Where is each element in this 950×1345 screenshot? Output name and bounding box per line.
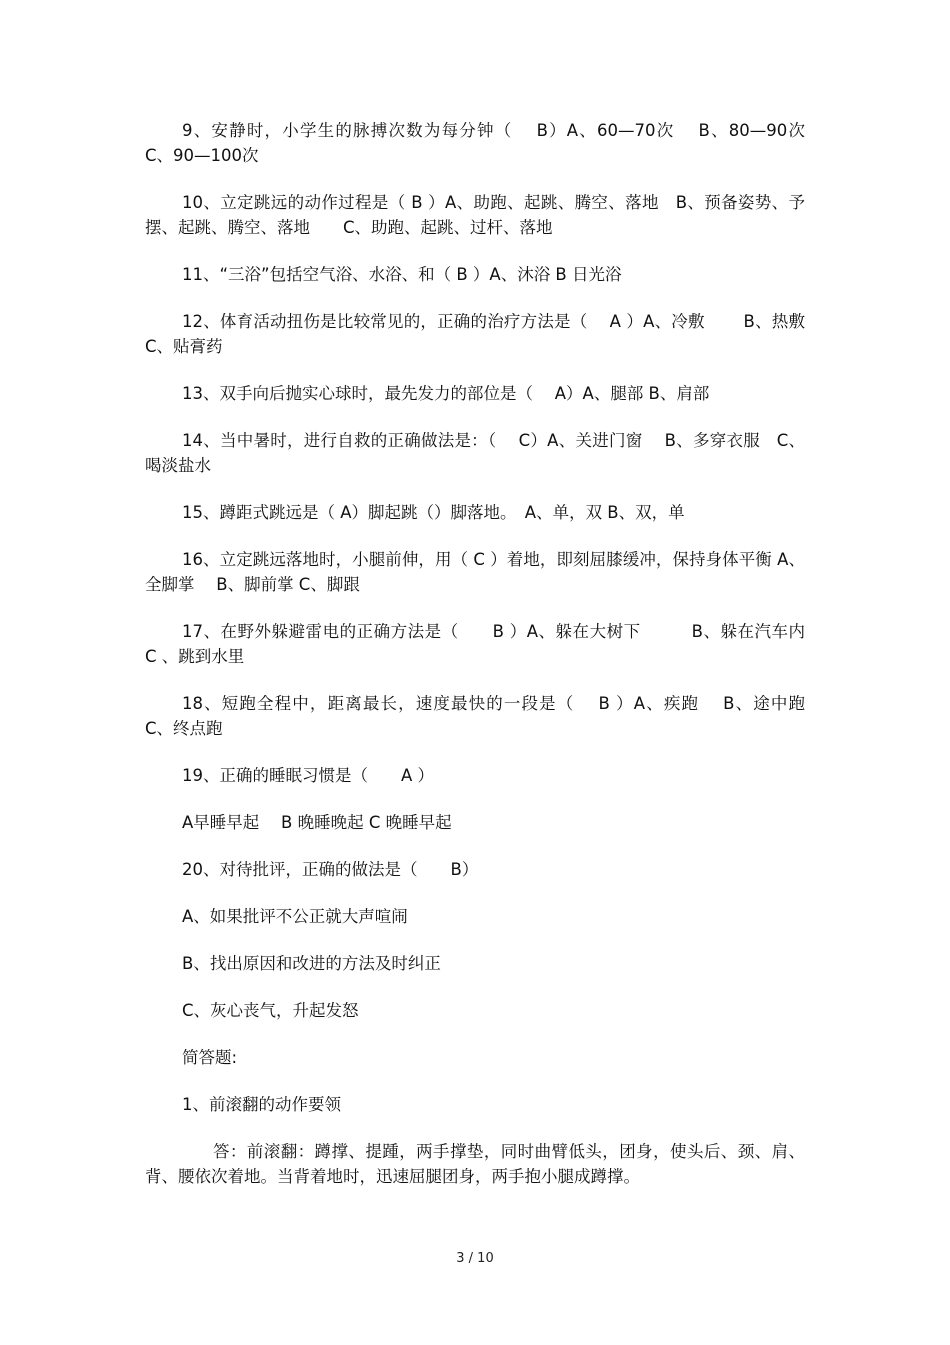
question-11: 11、“三浴”包括空气浴、水浴、和（ B ）A、沐浴 B 日光浴: [182, 265, 622, 284]
question-15: 15、蹲距式跳远是（ A）脚起跳（）脚落地。 A、单，双 B、双，单: [182, 503, 685, 522]
question-20: 20、对待批评，正确的做法是（ B）: [182, 860, 479, 879]
question-20-option-a: A、如果批评不公正就大声喧闹: [182, 907, 408, 926]
question-19: 19、正确的睡眠习惯是（ A ）: [182, 766, 435, 785]
question-12: 12、体育活动扭伤是比较常见的，正确的治疗方法是（ A ）A、冷敷 B、热敷 C、贴膏药: [145, 312, 844, 356]
question-18: 18、短跑全程中，距离最长，速度最快的一段是（ B ）A、疾跑 B、途中跑 C、终点跑: [145, 694, 822, 738]
section-heading-short-answer: 简答题:: [182, 1048, 238, 1067]
question-20-option-b: B、找出原因和改进的方法及时纠正: [182, 954, 441, 973]
question-14: 14、当中暑时，进行自救的正确做法是：（ C）A、关进门窗 B、多穿衣服 C、喝淡盐水: [145, 431, 805, 475]
short-answer-1-answer: 答：前滚翻：蹲撑、提踵，两手撑垫，同时曲臂低头，团身，使头后、颈、肩、背、腰依次着地。当背着地时，迅速屈腿团身，两手抱小腿成蹲撑。: [145, 1142, 805, 1186]
document-body: [145, 118, 844, 1211]
page-number: 3 / 10: [456, 1251, 494, 1266]
question-9: 9、安静时，小学生的脉搏次数为每分钟（ B）A、60—70次 B、80—90次 C、90—100次: [145, 121, 822, 165]
question-10: 10、立定跳远的动作过程是（ B ）A、助跑、起跳、腾空、落地 B、预备姿势、予摆、起跳、腾空、落地 C、助跑、起跳、过杆、落地: [145, 193, 805, 237]
short-answer-question-1: 1、前滚翻的动作要领: [182, 1095, 341, 1114]
question-20-option-c: C、灰心丧气，升起发怒: [182, 1001, 359, 1020]
question-13: 13、双手向后抛实心球时，最先发力的部位是（ A）A、腿部 B、肩部: [182, 384, 710, 403]
question-19-options: A早睡早起 B 晚睡晚起 C 晚睡早起: [182, 813, 452, 832]
question-16: 16、立定跳远落地时，小腿前伸，用（ C ）着地，即刻屈膝缓冲，保持身体平衡 A、全脚掌 B、脚前掌 C、脚跟: [145, 550, 805, 594]
question-17: 17、在野外躲避雷电的正确方法是（ B ）A、躲在大树下 B、躲在汽车内 C 、跳到水里: [145, 622, 822, 666]
